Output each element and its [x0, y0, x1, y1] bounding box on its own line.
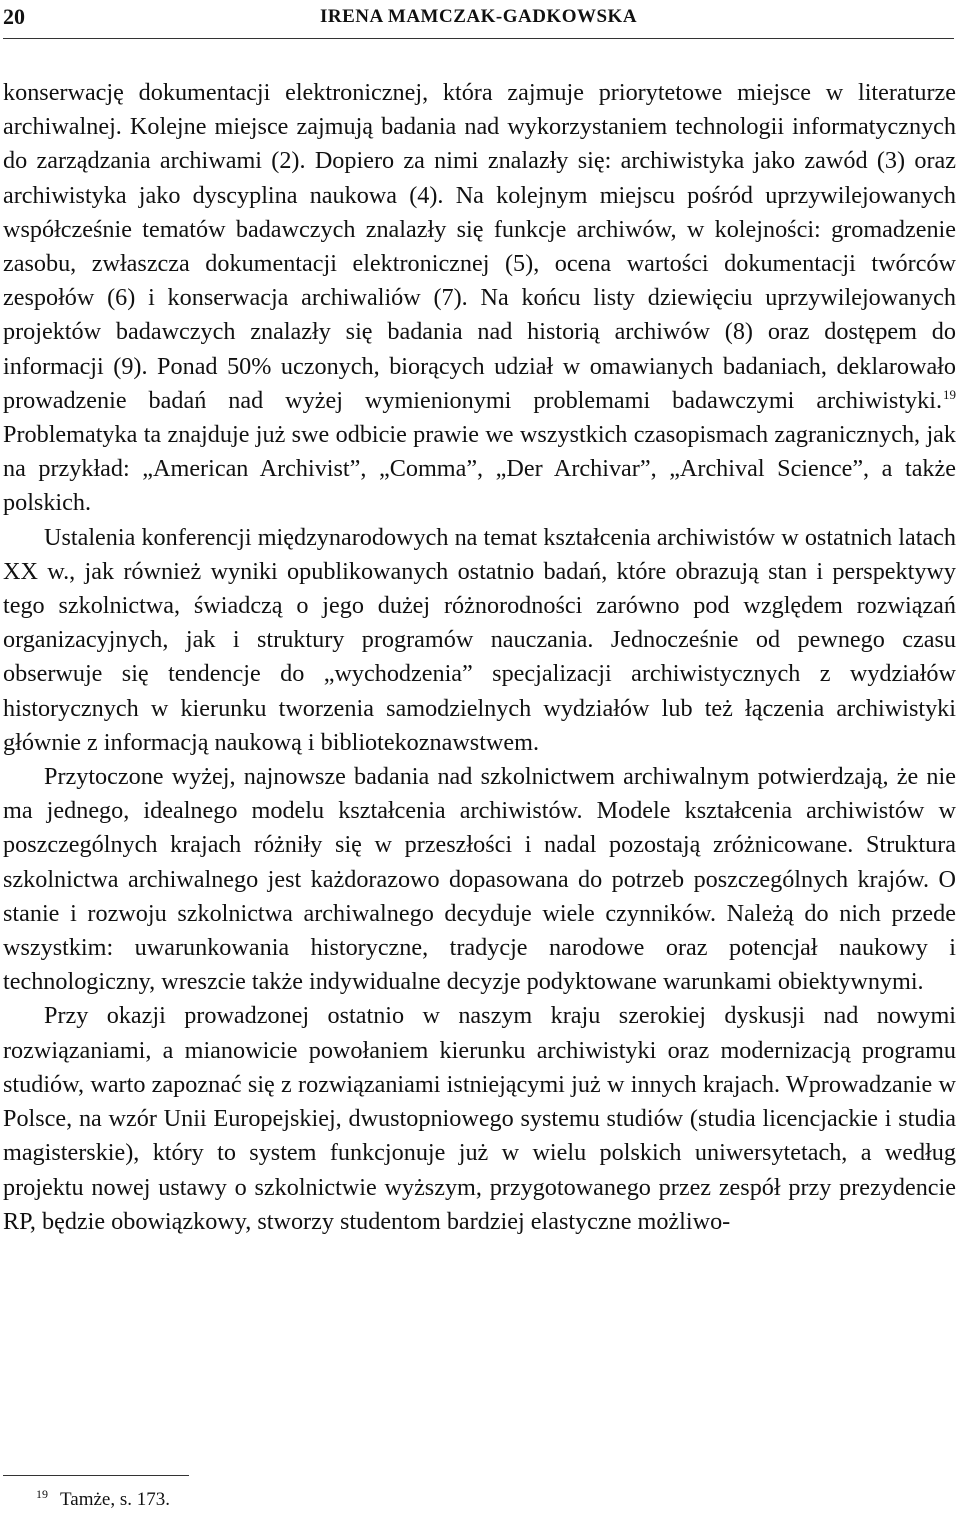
paragraph-1 [3, 76, 956, 521]
footnote-19 [36, 1488, 170, 1512]
footnote-number: 19 [36, 1487, 48, 1501]
paragraph-2: Ustalenia konferencji międzynarodowych na temat kształcenia archiwistów w ostatnich latach XX w., jak również wyniki opublikowanych ostatnio badań, które obrazują stan i perspektywy tego szkolnictwa, świadczą o jego dużej różnorodności zarówno pod względem rozwiązań organizacyjnych, jak i struktury programów nauczania. Jednocześnie od pewnego czasu obserwuje się tendencje do „wychodzenia” specjalizacji archiwistycznych z wydziałów historycznych w kierunku tworzenia samodzielnych wydziałów lub też łączenia archiwistyki głównie z informacją naukową i bibliotekoznawstwem. [3, 523, 956, 756]
paragraph-4: Przy okazji prowadzonej ostatnio w naszym kraju szerokiej dyskusji nad nowymi rozwiązaniami, a mianowicie powołaniem kierunku archiwistyki oraz modernizacją programu studiów, warto zapoznać się z rozwiązaniami istniejącymi już w innych krajach. Wprowadzanie w Polsce, na wzór Unii Europejskiej, dwustopniowego systemu studiów (studia licencjackie i studia magisterskie), który to system funkcjonuje już w wielu polskich uniwersytetach, a według projektu nowej ustawy o szkolnictwie wyższym, przygotowanego przez zespół przy prezydencie RP, będzie obowiązkowy, stworzy studentom bardziej elastyczne możliwo- [3, 1002, 956, 1235]
running-head: IRENA MAMCZAK-GADKOWSKA [319, 6, 638, 27]
body-text [3, 76, 956, 1239]
paragraph-3: Przytoczone wyżej, najnowsze badania nad szkolnictwem archiwalnym potwierdzają, że nie ma jednego, idealnego modelu kształcenia archiwistów. Modele kształcenia archiwistów w poszczególnych krajach różniły się w przeszłości i nadal pozostają zróżnicowane. Struktura szkolnictwa archiwalnego jest każdorazowo dopasowana do potrzeb poszczególnych krajów. O stanie i rozwoju szkolnictwa archiwalnego decyduje wiele czynników. Należą do nich przede wszystkim: uwarunkowania historyczne, tradycje narodowe oraz potencjał naukowy i technologiczny, wreszcie także indywidualne decyzje podyktowane warunkami obiektywnymi. [3, 763, 956, 996]
header-rule [3, 38, 954, 39]
paragraph-text: Problematyka ta znajduje już swe odbicie prawie we wszystkich czasopismach zagranicznych, jak na przykład: „American Archivist”, „Comma”, „Der Archivar”, „Archival Science”, a także polskich. [3, 421, 956, 517]
footnote-reference[interactable]: 19 [943, 386, 956, 402]
footnote-rule [3, 1475, 189, 1476]
page-number: 20 [3, 4, 25, 29]
paragraph-text: konserwację dokumentacji elektronicznej, która zajmuje priorytetowe miejsce w literaturze archiwalnej. Kolejne miejsce zajmują badania nad wykorzystaniem technologii informatycznych do zarządzania archiwami (2). Dopiero za nimi znalazły się: archiwistyka jako zawód (3) oraz archiwistyka jako dyscyplina naukowa (4). Na kolejnym miejscu pośród uprzywilejowanych współcześnie tematów badawczych znalazły się funkcje archiwów, w kolejności: gromadzenie zasobu, zwłaszcza dokumentacji elektronicznej (5), ocena wartości dokumentacji twórców zespołów (6) i konserwacja archiwaliów (7). Na końcu listy dziewięciu uprzywilejowanych projektów badawczych znalazły się badania nad historią archiwów (8) oraz dostępem do informacji (9). Ponad 50% uczonych, biorących udział w omawianych badaniach, deklarowało prowadzenie badań nad wyżej wymienionymi problemami badawczymi archiwistyki. [3, 79, 956, 414]
footnote-text: Tamże, s. 173. [60, 1489, 171, 1510]
page-header [3, 4, 954, 30]
